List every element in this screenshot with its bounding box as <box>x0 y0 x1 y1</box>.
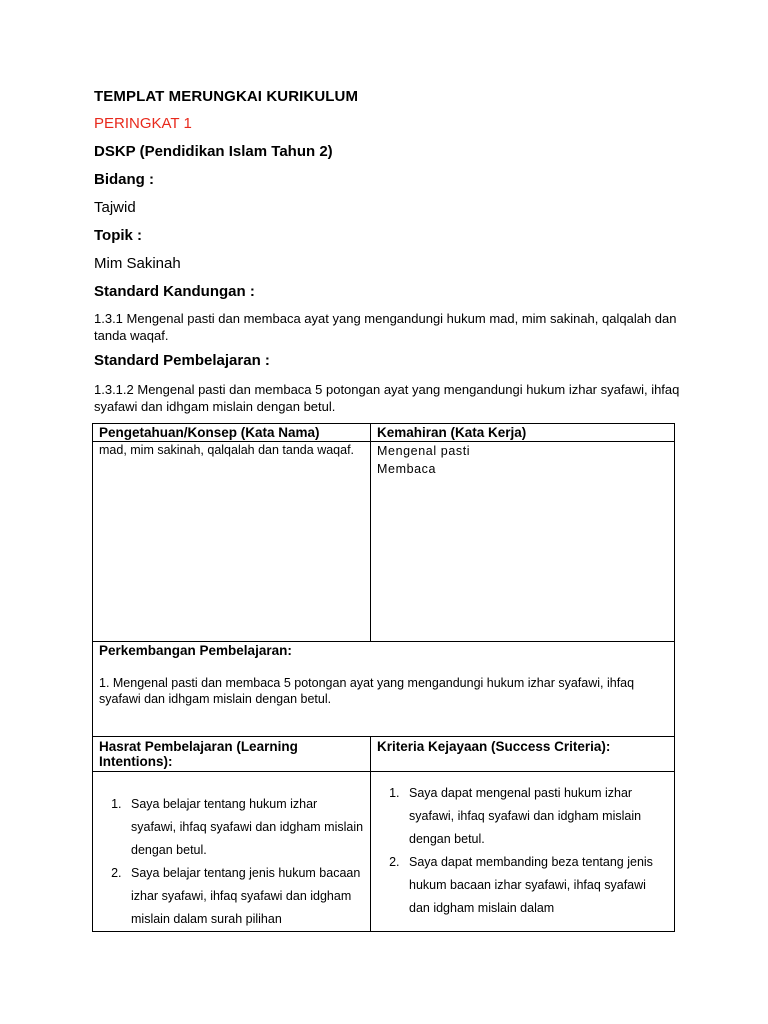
kemahiran-value-1: Mengenal pasti <box>377 444 471 458</box>
standard-pembelajaran-label: Standard Pembelajaran : <box>94 352 270 369</box>
perkembangan-row <box>93 642 675 737</box>
kriteria-header-cell <box>371 737 675 772</box>
hasrat-header: Hasrat Pembelajaran (Learning Intentions): <box>99 739 298 769</box>
kemahiran-header: Kemahiran (Kata Kerja) <box>377 425 527 440</box>
topik-value: Mim Sakinah <box>94 255 181 272</box>
hasrat-header-cell <box>93 737 371 772</box>
table-content-row <box>93 442 675 642</box>
dskp-heading: DSKP (Pendidikan Islam Tahun 2) <box>94 143 333 160</box>
perkembangan-text: 1. Mengenal pasti dan membaca 5 potongan ayat yang mengandungi hukum izhar syafawi, ihfaq syafawi dan idhgam mislain dengan betul. <box>99 676 635 706</box>
level-label: PERINGKAT 1 <box>94 115 192 132</box>
table-header-row <box>93 424 675 442</box>
topik-label: Topik : <box>94 227 143 244</box>
bidang-label: Bidang : <box>94 171 154 188</box>
curriculum-table <box>92 423 675 932</box>
hasrat-kriteria-content-row <box>93 772 675 932</box>
bidang-value: Tajwid <box>94 199 136 216</box>
kemahiran-value-2: Membaca <box>377 462 437 476</box>
list-item: 1. Saya dapat mengenal pasti hukum izhar syafawi, ihfaq syafawi dan idgham mislain dengan betul. <box>403 782 668 851</box>
list-item: 2. Saya dapat membanding beza tentang jenis hukum bacaan izhar syafawi, ihfaq syafawi dan idgham mislain dalam <box>403 851 668 920</box>
kemahiran-header-cell <box>371 424 675 442</box>
list-item: 1. Saya belajar tentang hukum izhar syafawi, ihfaq syafawi dan idgham mislain dengan betul. <box>125 793 364 862</box>
pengetahuan-header-cell <box>93 424 371 442</box>
hasrat-cell <box>93 772 371 932</box>
pengetahuan-value: mad, mim sakinah, qalqalah dan tanda waqaf. <box>99 443 355 457</box>
kemahiran-cell <box>371 442 675 642</box>
perkembangan-cell <box>93 642 675 737</box>
kriteria-header: Kriteria Kejayaan (Success Criteria): <box>377 739 611 754</box>
standard-kandungan-text: 1.3.1 Mengenal pasti dan membaca ayat yang mengandungi hukum mad, mim sakinah, qalqalah dan tanda waqaf. <box>94 311 677 343</box>
hasrat-list <box>99 793 364 931</box>
standard-pembelajaran-text: 1.3.1.2 Mengenal pasti dan membaca 5 potongan ayat yang mengandungi hukum izhar syafawi, ihfaq syafawi dan idhgam mislain dengan betul. <box>94 382 680 414</box>
kriteria-cell <box>371 772 675 932</box>
pengetahuan-header: Pengetahuan/Konsep (Kata Nama) <box>99 425 320 440</box>
kriteria-list <box>377 782 668 920</box>
pengetahuan-cell <box>93 442 371 642</box>
hasrat-kriteria-header-row <box>93 737 675 772</box>
standard-kandungan-label: Standard Kandungan : <box>94 283 255 300</box>
list-item: 2. Saya belajar tentang jenis hukum bacaan izhar syafawi, ihfaq syafawi dan idgham mislain dalam surah pilihan <box>125 862 364 931</box>
perkembangan-header: Perkembangan Pembelajaran: <box>99 643 292 658</box>
document-title: TEMPLAT MERUNGKAI KURIKULUM <box>94 88 359 105</box>
